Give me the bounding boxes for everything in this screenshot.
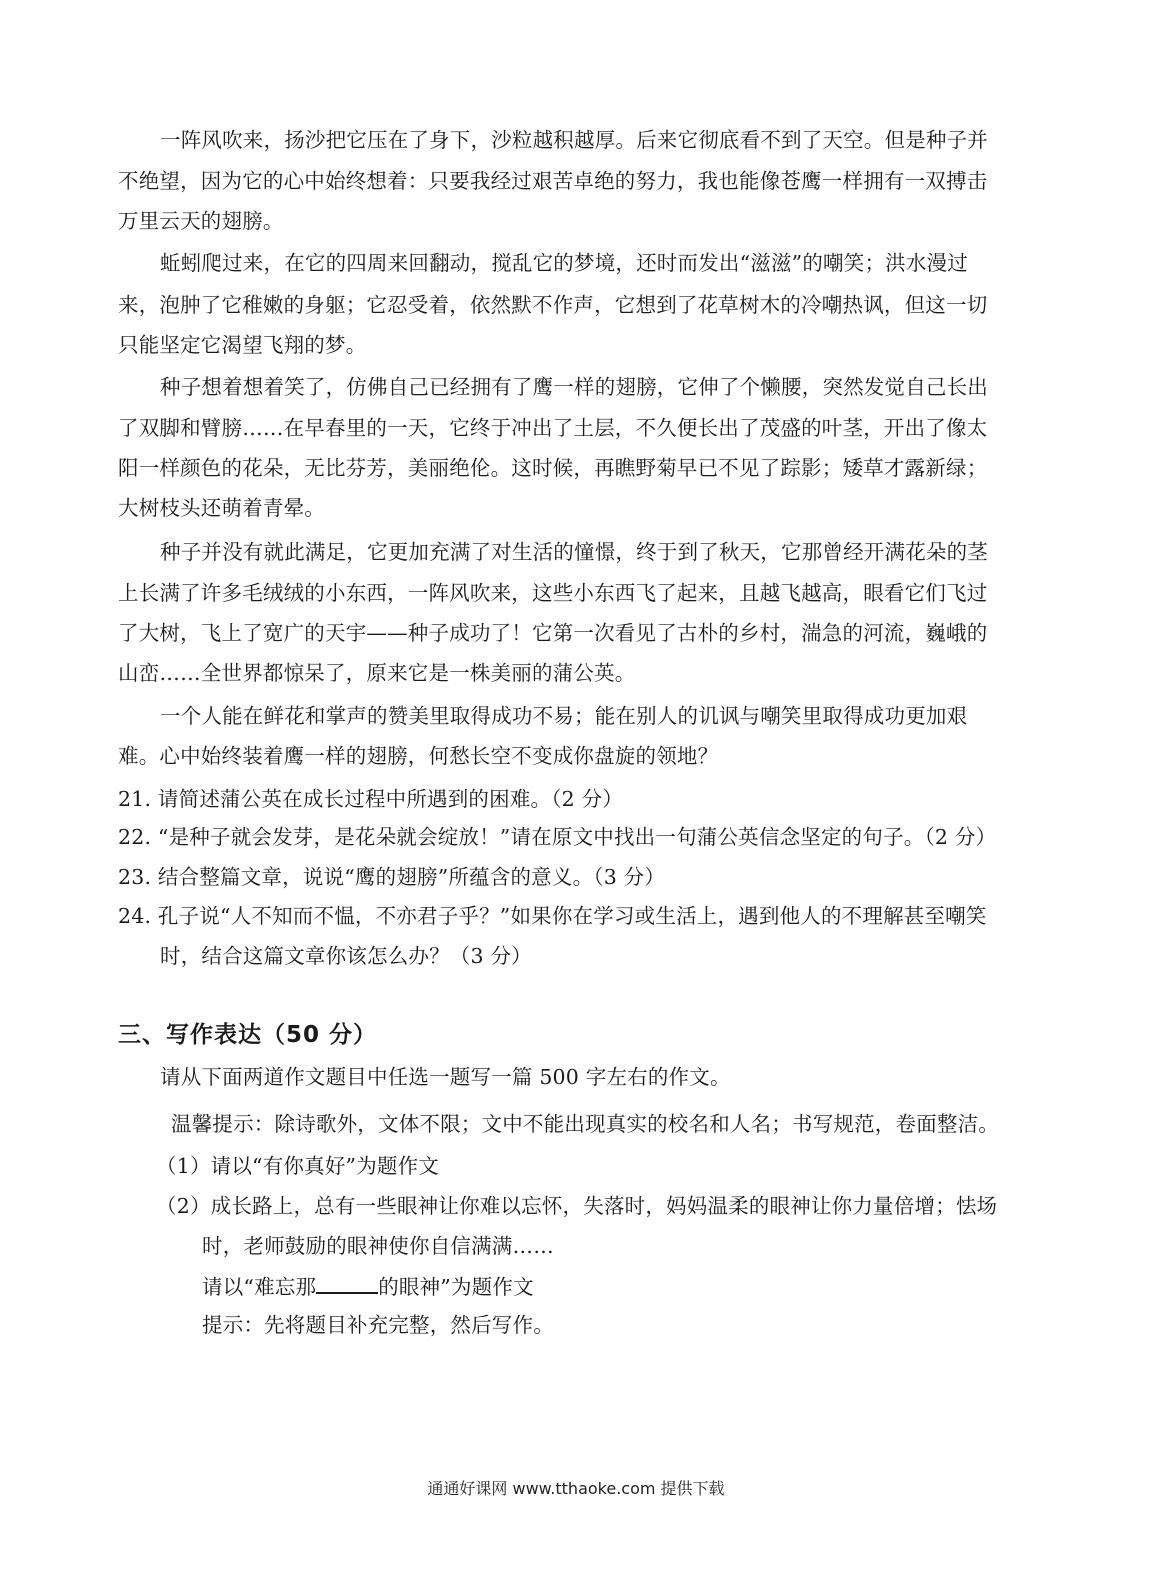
question-23: 23. 结合整篇文章，说说“鹰的翅膀”所蕴含的意义。（3 分） bbox=[118, 865, 666, 889]
question-24-continued: 时，结合这篇文章你该怎么办？（3 分） bbox=[160, 944, 532, 968]
writing-tip: 温馨提示：除诗歌外，文体不限；文中不能出现真实的校名和人名；书写规范，卷面整洁。 bbox=[171, 1112, 999, 1136]
passage-line: 只能坚定它渴望飞翔的梦。 bbox=[118, 333, 367, 357]
writing-instruction: 请从下面两道作文题目中任选一题写一篇 500 字左右的作文。 bbox=[160, 1065, 731, 1089]
writing-option-2-title bbox=[202, 1272, 534, 1300]
passage-line: 种子想着想着笑了，仿佛自己已经拥有了鹰一样的翅膀，它伸了个懒腰，突然发觉自己长出 bbox=[160, 375, 988, 399]
passage-line: 蚯蚓爬过来，在它的四周来回翻动，搅乱它的梦境，还时而发出“滋滋”的嘲笑；洪水漫过 bbox=[160, 251, 968, 275]
question-24: 24. 孔子说“人不知而不愠，不亦君子乎？”如果你在学习或生活上，遇到他人的不理解甚至嘲笑 bbox=[118, 904, 987, 928]
passage-line: 万里云天的翅膀。 bbox=[118, 209, 284, 233]
writing-option-1: （1）请以“有你真好”为题作文 bbox=[156, 1154, 440, 1178]
title-prefix: 请以“难忘那 bbox=[202, 1275, 317, 1299]
passage-line: 上长满了许多毛绒绒的小东西，一阵风吹来，这些小东西飞了起来，且越飞越高，眼看它们飞过 bbox=[118, 581, 988, 605]
passage-line: 种子并没有就此满足，它更加充满了对生活的憧憬，终于到了秋天，它那曾经开满花朵的茎 bbox=[160, 540, 988, 564]
passage-line: 阳一样颜色的花朵，无比芬芳，美丽绝伦。这时候，再瞧野菊早已不见了踪影；矮草才露新绿； bbox=[118, 456, 988, 480]
passage-line: 山峦……全世界都惊呆了，原来它是一株美丽的蒲公英。 bbox=[118, 661, 636, 685]
passage-line: 不绝望，因为它的心中始终想着：只要我经过艰苦卓绝的努力，我也能像苍鹰一样拥有一双搏击 bbox=[118, 169, 988, 193]
writing-option-2: （2）成长路上，总有一些眼神让你难以忘怀，失落时，妈妈温柔的眼神让你力量倍增；怯场 bbox=[156, 1194, 998, 1218]
section-title-writing: 三、写作表达（50 分） bbox=[118, 1022, 378, 1048]
question-21: 21. 请简述蒲公英在成长过程中所遇到的困难。（2 分） bbox=[118, 787, 624, 811]
passage-line: 一个人能在鲜花和掌声的赞美里取得成功不易；能在别人的讥讽与嘲笑里取得成功更加艰 bbox=[160, 704, 968, 728]
fill-in-blank bbox=[316, 1272, 378, 1294]
question-22: 22. “是种子就会发芽，是花朵就会绽放！”请在原文中找出一句蒲公英信念坚定的句子。（2 分） bbox=[118, 825, 997, 849]
passage-line: 了双脚和臂膀……在早春里的一天，它终于冲出了土层，不久便长出了茂盛的叶茎，开出了像太 bbox=[118, 416, 988, 440]
passage-line: 难。心中始终装着鹰一样的翅膀，何愁长空不变成你盘旋的领地？ bbox=[118, 744, 719, 768]
writing-option-2-continued: 时，老师鼓励的眼神使你自信满满…… bbox=[202, 1234, 554, 1258]
passage-line: 了大树，飞上了宽广的天宇——种子成功了！它第一次看见了古朴的乡村，湍急的河流，巍峨的 bbox=[118, 621, 988, 645]
passage-line: 大树枝头还萌着青晕。 bbox=[118, 496, 325, 520]
footer-download-notice: 通通好课网 www.tthaoke.com 提供下载 bbox=[427, 1479, 725, 1498]
writing-option-2-hint: 提示：先将题目补充完整，然后写作。 bbox=[202, 1313, 554, 1337]
passage-line: 来，泡肿了它稚嫩的身躯；它忍受着，依然默不作声，它想到了花草树木的冷嘲热讽，但这一切 bbox=[118, 293, 988, 317]
passage-line: 一阵风吹来，扬沙把它压在了身下，沙粒越积越厚。后来它彻底看不到了天空。但是种子并 bbox=[160, 128, 988, 152]
title-suffix: 的眼神”为题作文 bbox=[378, 1275, 534, 1299]
